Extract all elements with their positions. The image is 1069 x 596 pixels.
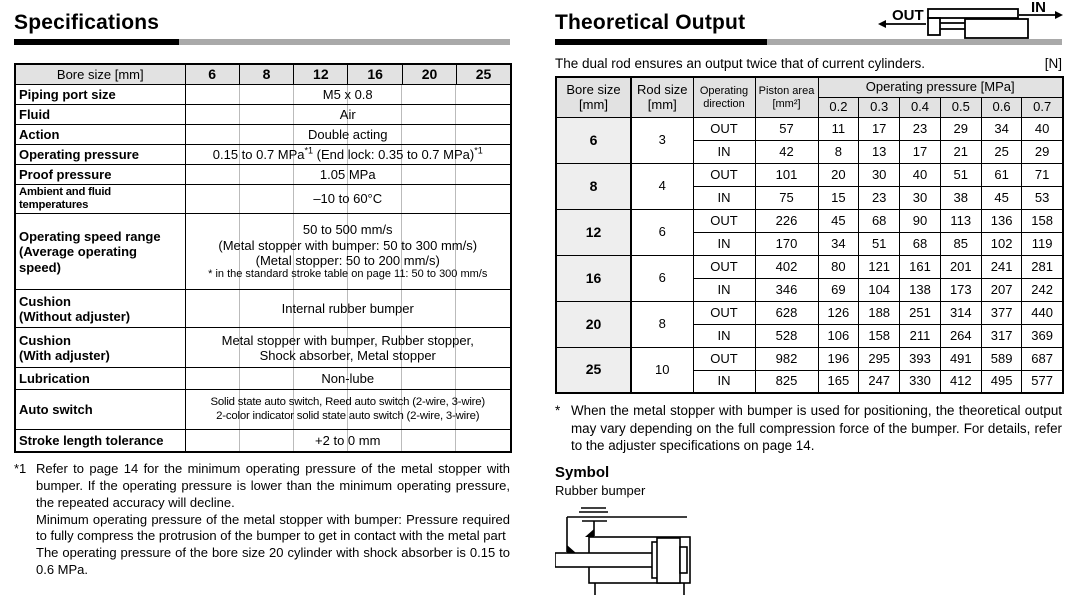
output-value-cell: 161 [900, 255, 941, 278]
direction-cell: OUT [693, 209, 755, 232]
spec-label: Auto switch [15, 390, 185, 430]
footnote-marker: * [555, 403, 561, 419]
spec-label: Operating speed range (Average operating speed) [15, 214, 185, 290]
direction-cell: OUT [693, 347, 755, 370]
pressure-0.4: 0.4 [900, 97, 941, 117]
piston-area-cell: 628 [755, 301, 818, 324]
rod-size-cell: 6 [631, 255, 693, 301]
spec-label: Operating pressure [15, 144, 185, 164]
piston-area-cell: 226 [755, 209, 818, 232]
output-value-cell: 264 [940, 324, 981, 347]
spec-label: Cushion (Without adjuster) [15, 290, 185, 328]
output-value-cell: 17 [900, 140, 941, 163]
output-value-cell: 30 [859, 163, 900, 186]
output-value-cell: 242 [1022, 278, 1063, 301]
bore-size-25: 25 [457, 64, 511, 84]
output-value-cell: 40 [1022, 117, 1063, 140]
piston-area-cell: 75 [755, 186, 818, 209]
output-value-cell: 138 [900, 278, 941, 301]
output-value-cell: 281 [1022, 255, 1063, 278]
spec-value: Air [185, 104, 511, 124]
pressure-0.2: 0.2 [818, 97, 859, 117]
spec-value: –10 to 60°C [185, 184, 511, 214]
piston-area-cell: 346 [755, 278, 818, 301]
theoretical-output-section [555, 10, 1062, 596]
specifications-table [14, 63, 512, 453]
footnote-ref: *1 [304, 145, 314, 156]
piston-area-cell: 101 [755, 163, 818, 186]
output-value-cell: 29 [1022, 140, 1063, 163]
rod-size-cell: 6 [631, 209, 693, 255]
output-value-cell: 34 [818, 232, 859, 255]
piston-area-cell: 42 [755, 140, 818, 163]
footnote-marker: *1 [14, 460, 27, 476]
operating-direction-column-header: Operating direction [693, 77, 755, 117]
output-value-cell: 53 [1022, 186, 1063, 209]
output-value-cell: 68 [859, 209, 900, 232]
output-value-cell: 377 [981, 301, 1022, 324]
specifications-footnote [14, 461, 510, 579]
rod-size-cell: 4 [631, 163, 693, 209]
spec-row-operating-pressure [15, 144, 511, 164]
underline-dark-segment [555, 39, 767, 45]
output-value-cell: 17 [859, 117, 900, 140]
spec-row-speed-range [15, 214, 511, 290]
output-value-cell: 29 [940, 117, 981, 140]
output-value-cell: 106 [818, 324, 859, 347]
specifications-section [14, 10, 510, 579]
output-value-cell: 207 [981, 278, 1022, 301]
output-value-cell: 687 [1022, 347, 1063, 370]
output-value-cell: 577 [1022, 370, 1063, 393]
symbol-caption: Rubber bumper [555, 482, 646, 498]
output-row [556, 301, 1063, 324]
output-value-cell: 25 [981, 140, 1022, 163]
spec-row-proof-pressure [15, 164, 511, 184]
output-value-cell: 30 [900, 186, 941, 209]
direction-cell: IN [693, 186, 755, 209]
spec-label: Piping port size [15, 84, 185, 104]
bore-size-6: 6 [185, 64, 239, 84]
output-value-cell: 102 [981, 232, 1022, 255]
output-value-cell: 104 [859, 278, 900, 301]
output-value-cell: 317 [981, 324, 1022, 347]
output-value-cell: 68 [900, 232, 941, 255]
pressure-0.6: 0.6 [981, 97, 1022, 117]
output-row [556, 347, 1063, 370]
direction-cell: IN [693, 140, 755, 163]
bore-size-20: 20 [402, 64, 456, 84]
bore-size-cell: 8 [556, 163, 631, 209]
spec-value: Metal stopper with bumper, Rubber stopper, Shock absorber, Metal stopper [185, 328, 511, 368]
theoretical-output-table [555, 76, 1064, 394]
output-value-cell: 51 [859, 232, 900, 255]
bore-size-16: 16 [348, 64, 402, 84]
output-value-cell: 188 [859, 301, 900, 324]
output-value-cell: 21 [940, 140, 981, 163]
underline-dark-segment [14, 39, 179, 45]
bore-size-cell: 12 [556, 209, 631, 255]
output-value-cell: 45 [981, 186, 1022, 209]
output-value-cell: 589 [981, 347, 1022, 370]
direction-cell: OUT [693, 163, 755, 186]
output-value-cell: 40 [900, 163, 941, 186]
intro-row [555, 56, 1062, 71]
spec-value: Internal rubber bumper [185, 290, 511, 328]
spec-value: Double acting [185, 124, 511, 144]
output-value-cell: 201 [940, 255, 981, 278]
output-value-cell: 23 [859, 186, 900, 209]
output-value-cell: 80 [818, 255, 859, 278]
output-value-cell: 126 [818, 301, 859, 324]
output-value-cell: 69 [818, 278, 859, 301]
output-value-cell: 158 [859, 324, 900, 347]
spec-row-cushion-without [15, 290, 511, 328]
output-value-cell: 85 [940, 232, 981, 255]
symbol-heading: Symbol [555, 463, 610, 481]
specifications-title-underline [14, 39, 510, 45]
output-value-cell: 8 [818, 140, 859, 163]
output-value-cell: 393 [900, 347, 941, 370]
output-value-cell: 45 [818, 209, 859, 232]
direction-cell: IN [693, 324, 755, 347]
spec-label: Proof pressure [15, 164, 185, 184]
piston-area-cell: 170 [755, 232, 818, 255]
spec-label: Fluid [15, 104, 185, 124]
spec-value: Non-lube [185, 368, 511, 390]
spec-row-action [15, 124, 511, 144]
output-value-cell: 119 [1022, 232, 1063, 255]
output-row [556, 255, 1063, 278]
spec-value: 50 to 500 mm/s (Metal stopper with bumper: 50 to 300 mm/s) (Metal stopper: 50 to 200 mm/s) * in the standard stroke table on page 11: 50 to 300 mm/s [185, 214, 511, 290]
output-value-cell: 211 [900, 324, 941, 347]
output-row [556, 117, 1063, 140]
direction-cell: OUT [693, 255, 755, 278]
spec-label: Lubrication [15, 368, 185, 390]
output-value-cell: 71 [1022, 163, 1063, 186]
rod-size-cell: 3 [631, 117, 693, 163]
output-value-cell: 440 [1022, 301, 1063, 324]
bore-size-cell: 6 [556, 117, 631, 163]
footnote-text: Refer to page 14 for the minimum operating pressure of the metal stopper with bumper. If the operating pressure is lower than the minimum operating pressure, the repeated accuracy will decline. Minimum operating pressure of the metal stopper with bumper: Pressure required to fully compress the protrusion of the bumper to get in contact with the metal part The operating pressure of the bore size 20 cylinder with shock absorber is 0.15 to 0.6 MPa. [36, 460, 510, 578]
spec-row-lubrication [15, 368, 511, 390]
output-row [556, 209, 1063, 232]
direction-cell: IN [693, 370, 755, 393]
in-arrow-label: IN [1031, 2, 1046, 16]
output-header-row-1 [556, 77, 1063, 97]
spec-label: Ambient and fluid temperatures [15, 184, 185, 214]
output-value-cell: 11 [818, 117, 859, 140]
output-value-cell: 495 [981, 370, 1022, 393]
spec-value: Solid state auto switch, Reed auto switch (2-wire, 3-wire) 2-color indicator solid state auto switch (2-wire, 3-wire) [185, 390, 511, 430]
operating-pressure-header: Operating pressure [MPa] [818, 77, 1063, 97]
output-value-cell: 61 [981, 163, 1022, 186]
spec-row-ambient-temp [15, 184, 511, 214]
output-value-cell: 158 [1022, 209, 1063, 232]
output-value-cell: 314 [940, 301, 981, 324]
output-value-cell: 196 [818, 347, 859, 370]
out-arrowhead [878, 20, 886, 28]
direction-cell: IN [693, 232, 755, 255]
in-arrowhead [1055, 11, 1063, 19]
rod-size-cell: 8 [631, 301, 693, 347]
footnote-ref: *1 [474, 145, 483, 156]
unit-label: [N] [1044, 56, 1062, 72]
pressure-0.3: 0.3 [859, 97, 900, 117]
out-arrow-label: OUT [892, 7, 924, 24]
output-value-cell: 23 [900, 117, 941, 140]
output-value-cell: 173 [940, 278, 981, 301]
rod-size-cell: 10 [631, 347, 693, 393]
out-in-direction-diagram [878, 2, 1064, 44]
piston-area-cell: 528 [755, 324, 818, 347]
output-value-cell: 20 [818, 163, 859, 186]
output-row [556, 163, 1063, 186]
output-value-cell: 38 [940, 186, 981, 209]
spec-row-cushion-with [15, 328, 511, 368]
piston-area-column-header: Piston area [mm²] [755, 77, 818, 117]
spec-header-row [15, 64, 511, 84]
footnote-text: When the metal stopper with bumper is used for positioning, the theoretical output may vary depending on the full compression force of the bumper. For details, refer to the adjuster specifications on page 14. [571, 403, 1062, 454]
bore-size-cell: 16 [556, 255, 631, 301]
bore-size-12: 12 [294, 64, 348, 84]
output-value-cell: 113 [940, 209, 981, 232]
output-value-cell: 491 [940, 347, 981, 370]
output-value-cell: 330 [900, 370, 941, 393]
bore-size-cell: 20 [556, 301, 631, 347]
spec-label: Stroke length tolerance [15, 430, 185, 452]
bore-size-header: Bore size [mm] [15, 64, 185, 84]
bore-size-column-header: Bore size [mm] [556, 77, 631, 117]
theoretical-output-footnote [555, 402, 1062, 454]
spec-row-piping [15, 84, 511, 104]
output-value-cell: 34 [981, 117, 1022, 140]
spec-value: +2 to 0 mm [185, 430, 511, 452]
output-value-cell: 412 [940, 370, 981, 393]
theoretical-output-title: Theoretical Output [555, 11, 746, 34]
spec-label: Action [15, 124, 185, 144]
specifications-title: Specifications [14, 11, 160, 34]
output-value-cell: 90 [900, 209, 941, 232]
underline-light-segment [179, 39, 510, 45]
output-value-cell: 295 [859, 347, 900, 370]
piston-area-cell: 402 [755, 255, 818, 278]
spec-row-auto-switch [15, 390, 511, 430]
output-value-cell: 51 [940, 163, 981, 186]
direction-cell: OUT [693, 301, 755, 324]
pressure-0.5: 0.5 [940, 97, 981, 117]
piston-area-cell: 825 [755, 370, 818, 393]
output-value-cell: 13 [859, 140, 900, 163]
spec-row-fluid [15, 104, 511, 124]
output-value-cell: 241 [981, 255, 1022, 278]
theoretical-output-tbody [556, 117, 1063, 393]
rubber-bumper-symbol-diagram [555, 502, 770, 596]
piston-area-cell: 982 [755, 347, 818, 370]
output-value-cell: 136 [981, 209, 1022, 232]
bore-size-8: 8 [239, 64, 293, 84]
direction-cell: OUT [693, 117, 755, 140]
direction-cell: IN [693, 278, 755, 301]
bore-size-cell: 25 [556, 347, 631, 393]
intro-text: The dual rod ensures an output twice that of current cylinders. [555, 56, 925, 72]
spec-label: Cushion (With adjuster) [15, 328, 185, 368]
output-value-cell: 369 [1022, 324, 1063, 347]
spec-value: M5 x 0.8 [185, 84, 511, 104]
piston-area-cell: 57 [755, 117, 818, 140]
rod-size-column-header: Rod size [mm] [631, 77, 693, 117]
pressure-0.7: 0.7 [1022, 97, 1063, 117]
output-value-cell: 251 [900, 301, 941, 324]
output-value-cell: 121 [859, 255, 900, 278]
spec-value: 1.05 MPa [185, 164, 511, 184]
spec-value: 0.15 to 0.7 MPa$^{*1}$ (End lock: 0.35 to 0.7 MPa)$^{*1}$ [185, 144, 511, 164]
output-value-cell: 165 [818, 370, 859, 393]
spec-row-stroke-tolerance [15, 430, 511, 452]
output-value-cell: 15 [818, 186, 859, 209]
output-value-cell: 247 [859, 370, 900, 393]
